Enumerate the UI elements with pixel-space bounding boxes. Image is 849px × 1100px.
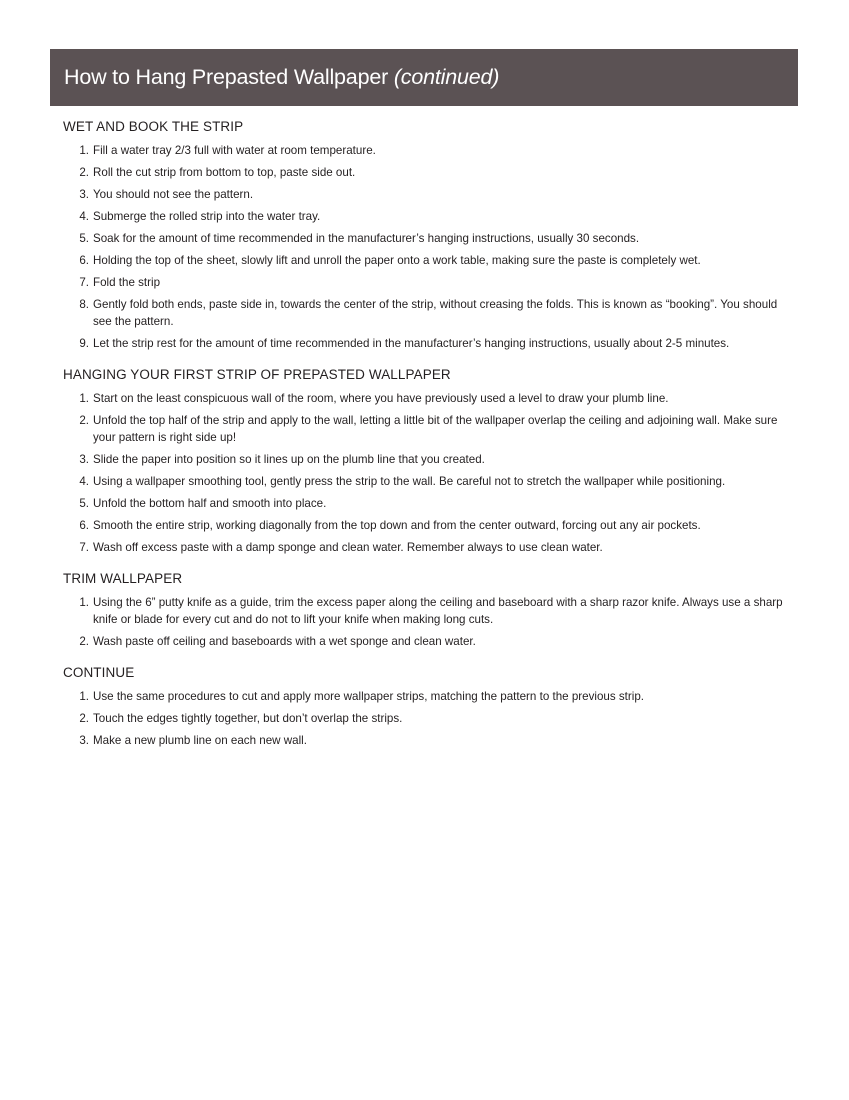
header-banner — [50, 49, 798, 106]
instruction-section — [63, 366, 793, 556]
step-text: Use the same procedures to cut and apply more wallpaper strips, matching the pattern to the previous strip. — [93, 690, 644, 703]
step-item — [63, 539, 793, 556]
step-item — [63, 495, 793, 512]
step-number: 8. — [79, 298, 89, 311]
step-item — [63, 710, 793, 727]
step-number: 3. — [79, 453, 89, 466]
step-item — [63, 142, 793, 159]
step-item — [63, 594, 793, 628]
step-item — [63, 517, 793, 534]
step-text: Wash paste off ceiling and baseboards with a wet sponge and clean water. — [93, 635, 476, 648]
step-number: 4. — [79, 210, 89, 223]
step-item — [63, 390, 793, 407]
step-number: 3. — [79, 734, 89, 747]
step-text: Using a wallpaper smoothing tool, gently press the strip to the wall. Be careful not to stretch the wallpaper while positioning. — [93, 475, 726, 488]
step-item — [63, 633, 793, 650]
step-number: 7. — [79, 276, 89, 289]
step-text: Make a new plumb line on each new wall. — [93, 734, 307, 747]
step-item — [63, 335, 793, 352]
step-text: Fill a water tray 2/3 full with water at room temperature. — [93, 144, 376, 157]
step-text: You should not see the pattern. — [93, 188, 254, 201]
step-item — [63, 688, 793, 705]
step-list — [63, 390, 793, 556]
section-heading: HANGING YOUR FIRST STRIP OF PREPASTED WALLPAPER — [63, 367, 451, 382]
page-title-suffix: (continued) — [393, 65, 500, 89]
section-heading: CONTINUE — [63, 665, 135, 680]
instruction-section — [63, 570, 793, 650]
step-number: 1. — [79, 392, 89, 405]
step-text: Soak for the amount of time recommended in the manufacturer’s hanging instructions, usually 30 seconds. — [93, 232, 640, 245]
section-heading: TRIM WALLPAPER — [63, 571, 183, 586]
step-number: 7. — [79, 541, 89, 554]
step-number: 1. — [79, 144, 89, 157]
step-number: 5. — [79, 497, 89, 510]
section-heading: WET AND BOOK THE STRIP — [63, 119, 244, 134]
step-item — [63, 732, 793, 749]
step-text: Smooth the entire strip, working diagonally from the top down and from the center outward, forcing out any air pockets. — [93, 519, 701, 532]
step-number: 3. — [79, 188, 89, 201]
step-text: Holding the top of the sheet, slowly lift and unroll the paper onto a work table, making sure the paste is completely wet. — [93, 254, 701, 267]
step-text: Start on the least conspicuous wall of the room, where you have previously used a level to draw your plumb line. — [93, 392, 669, 405]
step-number: 6. — [79, 254, 89, 267]
step-number: 2. — [79, 635, 89, 648]
instructions-content — [63, 118, 793, 763]
step-text: Touch the edges tightly together, but don’t overlap the strips. — [93, 712, 403, 725]
step-number: 9. — [79, 337, 89, 350]
step-item — [63, 230, 793, 247]
step-text: Roll the cut strip from bottom to top, paste side out. — [93, 166, 356, 179]
step-number: 4. — [79, 475, 89, 488]
step-number: 1. — [79, 690, 89, 703]
step-number: 2. — [79, 712, 89, 725]
step-item — [63, 208, 793, 225]
step-text: Submerge the rolled strip into the water tray. — [93, 210, 321, 223]
step-number: 2. — [79, 166, 89, 179]
step-text: Slide the paper into position so it lines up on the plumb line that you created. — [93, 453, 485, 466]
instruction-section — [63, 664, 793, 749]
instruction-section — [63, 118, 793, 352]
step-list — [63, 142, 793, 352]
step-item — [63, 412, 793, 446]
step-text: Let the strip rest for the amount of time recommended in the manufacturer’s hanging instructions, usually about 2-5 minutes. — [93, 337, 730, 350]
step-item — [63, 296, 793, 330]
step-text: Using the 6” putty knife as a guide, trim the excess paper along the ceiling and baseboard with a sharp razor knife. Always use a sharp knife or blade for every cut and do not to lift your knife when making long cuts. — [93, 596, 783, 626]
step-text: Fold the strip — [93, 276, 161, 289]
step-text: Unfold the bottom half and smooth into place. — [93, 497, 327, 510]
page-title — [64, 65, 499, 90]
step-item — [63, 473, 793, 490]
step-text: Unfold the top half of the strip and apply to the wall, letting a little bit of the wallpaper overlap the ceiling and adjoining wall. Make sure your pattern is right side up! — [93, 414, 778, 444]
step-number: 6. — [79, 519, 89, 532]
step-item — [63, 186, 793, 203]
step-number: 2. — [79, 414, 89, 427]
step-number: 1. — [79, 596, 89, 609]
step-list — [63, 594, 793, 650]
step-list — [63, 688, 793, 749]
step-item — [63, 252, 793, 269]
step-text: Wash off excess paste with a damp sponge and clean water. Remember always to use clean water. — [93, 541, 603, 554]
step-item — [63, 274, 793, 291]
step-item — [63, 164, 793, 181]
step-number: 5. — [79, 232, 89, 245]
step-item — [63, 451, 793, 468]
page-title-main: How to Hang Prepasted Wallpaper — [64, 65, 389, 89]
step-text: Gently fold both ends, paste side in, towards the center of the strip, without creasing the folds. This is known as “booking”. You should see the pattern. — [93, 298, 778, 328]
